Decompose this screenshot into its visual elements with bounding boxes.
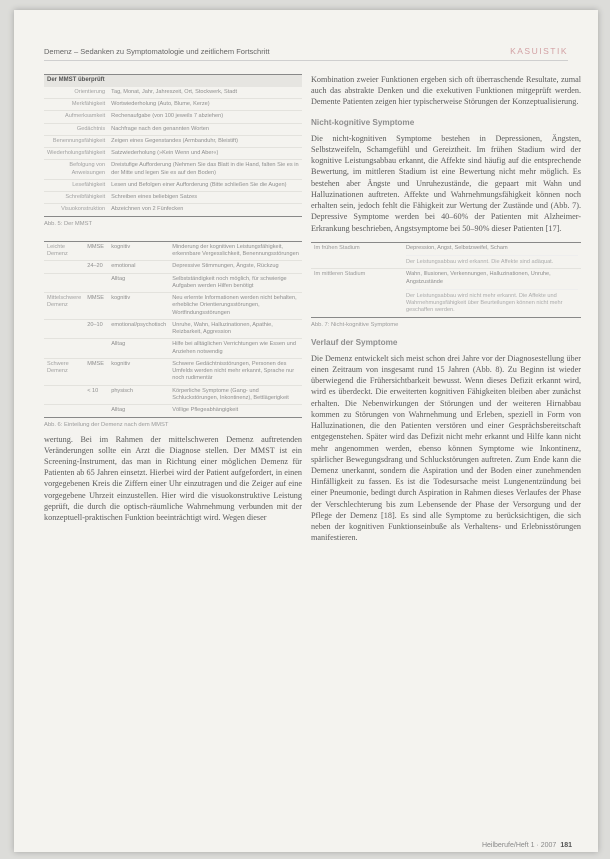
- running-title: Demenz – Sedanken zu Symptomatologie und zeitlichem Fortschritt: [44, 46, 270, 56]
- table-cell-key: Gedächtnis: [44, 123, 108, 135]
- table-cell-key: Schreibfähigkeit: [44, 192, 108, 204]
- table-cell-value: Depressive Stimmungen, Ängste, Rückzug: [169, 261, 302, 273]
- table-cell-value: Nachfrage nach den genannten Worten: [108, 123, 302, 135]
- table-cell-key: [44, 339, 84, 359]
- section-heading: Nicht-kognitive Symptome: [311, 117, 415, 127]
- running-header: [44, 44, 568, 58]
- table-cell-value: Minderung der kognitiven Leistungsfähigkeit, erkennbare Vergesslichkeit, Benennungsstörungen: [169, 241, 302, 261]
- table-cell-value: Unruhe, Wahn, Halluzinationen, Apathie, Reizbarkeit, Aggression: [169, 319, 302, 339]
- table-cell-score: [84, 273, 108, 293]
- table-cell-key: Merkfähigkeit: [44, 99, 108, 111]
- table-cell-value: [403, 242, 581, 269]
- table-cell-type: emotional: [108, 261, 169, 273]
- body-paragraph: Die Demenz entwickelt sich meist schon drei Jahre vor der Diagnosestellung über einen Zeitraum von insgesamt rund 15 Jahren (Abb. 8). Zu Beginn ist wieder überwiegend die Frühersichtbarkeit bewusst. Wenn dieses Defizit erkannt wird, wird es überdeckt. Die erweiterten kognitiven Fähigkeiten bleiben aber zunächst erhalten. Die Nebenwirkungen der Störungen und der weiteren Hirnabbau kommen zu Störungen von Wahrnehmung und Erleben, speziell in Form von Halluzinationen, die den Patienten verstören und einer Gesprächsbereitschaft entgegenstehen. Später wird das Defizit nicht mehr erkannt und Hilfe kann nicht mehr angenommen werden, ebenso können Symptome wie Inkontinenz, spärlicher Bewegungsdrang und Schluckstörungen auftreten. Zum Ende kann die Demenz unerkannt, sondern die Aspiration und der Boden einer zunehmenden Hinfälligkeit zu fassen. Es ist die Todesursache meist Lungenentzündung bei einer Pneumonie, bedingt durch Aspiration in Rahmen dieses Verlaufes der Phase der Verschlechterung bis zum Lebensende der Phase der Versorgung und der Pflege der Demenz [18]. Es sind alle Symptome zu berücksichtigen, die sich neben der kognitiven Funktionseinbuße als Verhaltens- und Erlebnisstörungen manifestieren.: [311, 353, 581, 543]
- table-cell-type: emotional/psychotisch: [108, 319, 169, 339]
- table-cell-value: Rechenaufgabe (von 100 jeweils 7 abziehen): [108, 111, 302, 123]
- header-rule: [44, 60, 568, 61]
- table-cell-key: Aufmerksamkeit: [44, 111, 108, 123]
- table-cell-score: MMSE: [84, 358, 108, 385]
- table-cell-key: Mittelschwere Demenz: [44, 293, 84, 320]
- document-page: [14, 10, 598, 852]
- table-cell-key: [44, 273, 84, 293]
- left-column: [44, 74, 302, 523]
- table-cell-value: Hilfe bei alltäglichen Verrichtungen wie Essen und Anziehen notwendig: [169, 339, 302, 359]
- section-heading: Verlauf der Symptome: [311, 337, 398, 347]
- table-cell-value: Zeigen eines Gegenstandes (Armbanduhr, Bleistift): [108, 135, 302, 147]
- table-cell-type: physisch: [108, 385, 169, 405]
- table-cell-key: Leichte Demenz: [44, 241, 84, 261]
- figure-caption: Abb. 5: Der MMST: [44, 220, 92, 227]
- table-cell-key: [44, 319, 84, 339]
- table-cell-sub: Der Leistungsabbau wird erkannt. Die Affekte sind adäquat.: [406, 255, 578, 266]
- table-cell-type: Alltag: [108, 273, 169, 293]
- right-column: [311, 74, 581, 544]
- symptoms-table: [311, 242, 581, 318]
- table-cell-sub: Der Leistungsabbau wird nicht mehr erkannt. Die Affekte und Wahrnehmungsfähigkeit über Beurteilungen können nicht mehr geschaffen werden.: [406, 289, 578, 315]
- figure-caption: Abb. 7: Nicht-kognitive Symptome: [311, 321, 399, 328]
- table-cell-key: Im mittleren Stadium: [311, 269, 403, 317]
- table-cell-type: kognitiv: [108, 241, 169, 261]
- table-cell-key: Im frühen Stadium: [311, 242, 403, 269]
- table-cell-score: 24–20: [84, 261, 108, 273]
- page-footer: [482, 842, 572, 849]
- body-paragraph: Kombination zweier Funktionen ergeben sich oft überraschende Resultate, zumal auch das abstrakte Denken und die exekutiven Funktionen mitgeprüft werden. Demente Patienten zeigen hier typischerweise Störungen der Konzeptualisierung.: [311, 75, 581, 107]
- table-cell-score: MMSE: [84, 293, 108, 320]
- table-cell-key: Wiederholungsfähigkeit: [44, 148, 108, 160]
- table-cell-value: Wortwiederholung (Auto, Blume, Kerze): [108, 99, 302, 111]
- table-cell-type: kognitiv: [108, 293, 169, 320]
- page-number: 181: [560, 842, 572, 849]
- table-cell-score: MMSE: [84, 241, 108, 261]
- table-cell-score: [84, 339, 108, 359]
- table-cell-key: Orientierung: [44, 87, 108, 99]
- table-cell-score: [84, 405, 108, 417]
- table-cell-value: Körperliche Symptome (Gang- und Schluckstörungen, Inkontinenz), Bettlägerigkeit: [169, 385, 302, 405]
- table-cell-value: Dreistufige Aufforderung (Nehmen Sie das Blatt in die Hand, falten Sie es in der Mitte und legen Sie es auf den Boden): [108, 160, 302, 180]
- table-cell-key: Schwere Demenz: [44, 358, 84, 385]
- table-cell-value: Völlige Pflegeabhängigkeit: [169, 405, 302, 417]
- figure-caption: Abb. 6: Einteilung der Demenz nach dem MMST: [44, 421, 169, 428]
- journal-name: Heilberufe/Heft 1 · 2007: [481, 842, 557, 849]
- table-cell-score: 20–10: [84, 319, 108, 339]
- body-paragraph: wertung. Bei im Rahmen der mittelschweren Demenz auftretenden Veränderungen sollte ein Arzt die Diagnose stellen. Der MMST ist ein Screening-Instrument, das man in Richtung einer möglichen Demenz für Patienten ab 65 Jahren einsetzt. Hierbei wird der Patient aufgefordert, in einen vorgegebenen Kreis die Ziffern einer Uhr einzutragen und die Zeiger auf eine vorgegebene Uhrzeit einzustellen. Hier wird die visuokonstruktive Leistung geprüft, die durch die optisch-räumliche Wahrnehmung verbunden mit der konzeptuell-praktischen Funktion beeinträchtigt wird. Wegen dieser: [44, 434, 302, 523]
- table-cell-key: [44, 405, 84, 417]
- table-cell-type: Alltag: [108, 405, 169, 417]
- section-label: KASUISTIK: [510, 46, 568, 56]
- table-cell-type: Alltag: [108, 339, 169, 359]
- table-cell-score: < 10: [84, 385, 108, 405]
- table-cell-main: Wahn, Illusionen, Verkennungen, Halluzinationen, Unruhe, Angstzustände: [406, 271, 551, 285]
- table-cell-key: [44, 261, 84, 273]
- mmst-table: [44, 74, 302, 217]
- table-cell-value: Schreiben eines beliebigen Satzes: [108, 192, 302, 204]
- table-cell-type: kognitiv: [108, 358, 169, 385]
- table-cell-main: Depression, Angst, Selbstzweifel, Scham: [406, 244, 508, 251]
- demenz-stages-table: [44, 241, 302, 418]
- table-cell-value: [403, 269, 581, 317]
- table-cell-value: Abzeichnen von 2 Fünfecken: [108, 204, 302, 216]
- body-paragraph: Die nicht-kognitiven Symptome bestehen in Depressionen, Ängsten, Selbstzweifeln, Schamgefühl und Gereiztheit. Im frühen Stadium wird der kognitive Leistungsabbau erkannt, die Affekte sind häufig auf die entsprechende Bewertung, im mittleren Stadium ist eine Bewertung nicht mehr möglich. Es bestehen aber Ängste und Unruhezustände, die gepaart mit Wahn und Halluzinationen auftreten. Affekte und Wahrnehmungsfähigkeit können noch erhalten sein, jedoch fehlt die Fähigkeit zur Wertung der Zustände und (Abb. 7). Depressive Symptome werden bei 40–60% der Patienten mit Alzheimer-Erkrankung beschrieben, Angstsymptome bei 50–90% dieser Patienten [17].: [311, 133, 581, 233]
- mmst-table-title: Der MMST überprüft: [44, 75, 302, 87]
- table-cell-key: Visuokonstruktion: [44, 204, 108, 216]
- table-cell-value: Schwere Gedächtnisstörungen, Personen des Umfelds werden nicht mehr erkannt, Sprache nur noch rudimentär: [169, 358, 302, 385]
- table-cell-key: [44, 385, 84, 405]
- table-cell-value: Selbstständigkeit noch möglich, für schwierige Aufgaben werden Hilfen benötigt: [169, 273, 302, 293]
- table-cell-value: Satzwiederholung (»Kein Wenn und Aber«): [108, 148, 302, 160]
- table-cell-key: Benennungsfähigkeit: [44, 135, 108, 147]
- table-cell-key: Lesefähigkeit: [44, 179, 108, 191]
- table-cell-value: Tag, Monat, Jahr, Jahreszeit, Ort, Stockwerk, Stadt: [108, 87, 302, 99]
- table-cell-value: Neu erlernte Informationen werden nicht behalten, erhebliche Orientierungsstörungen, Wortfindungsstörungen: [169, 293, 302, 320]
- table-cell-value: Lesen und Befolgen einer Aufforderung (Bitte schließen Sie die Augen): [108, 179, 302, 191]
- table-cell-key: Befolgung von Anweisungen: [44, 160, 108, 180]
